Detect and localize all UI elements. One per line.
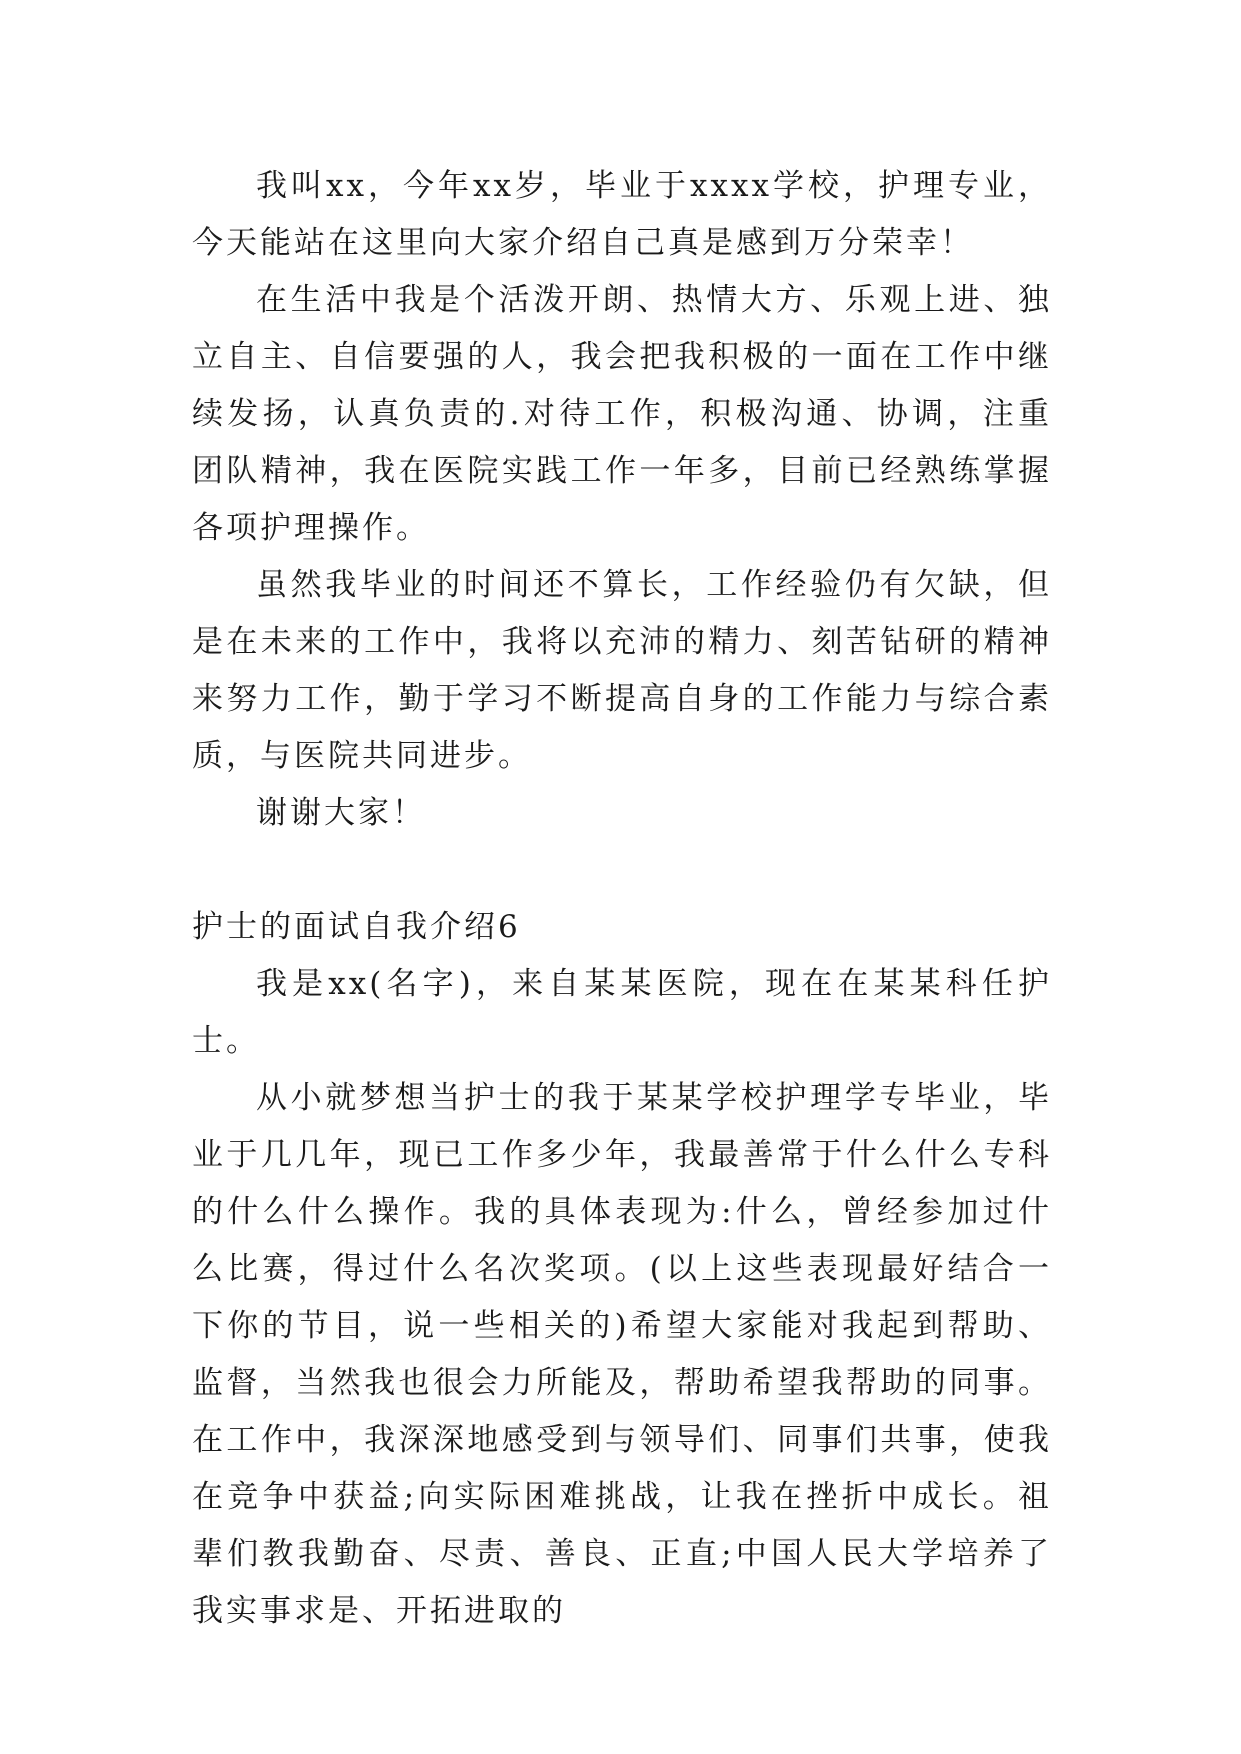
future-paragraph: 虽然我毕业的时间还不算长，工作经验仍有欠缺，但是在未来的工作中，我将以充沛的精力、刻苦钻研的精神来努力工作，勤于学习不断提高自身的工作能力与综合素质，与医院共同进步。 <box>192 567 1052 774</box>
self-intro-paragraph: 我是xx(名字)，来自某某医院，现在在某某科任护士。 <box>192 966 1052 1059</box>
thanks-paragraph: 谢谢大家！ <box>256 795 426 831</box>
career-paragraph: 从小就梦想当护士的我于某某学校护理学专毕业，毕业于几几年，现已工作多少年，我最善常于什么什么专科的什么什么操作。我的具体表现为:什么，曾经参加过什么比赛，得过什么名次奖项。(以上这些表现最好结合一下你的节目，说一些相关的)希望大家能对我起到帮助、监督，当然我也很会力所能及，帮助希望我帮助的同事。在工作中，我深深地感受到与领导们、同事们共事，使我在竞争中获益;向实际困难挑战，让我在挫折中成长。祖辈们教我勤奋、尽责、善良、正直;中国人民大学培养了我实事求是、开拓进取的 <box>192 1080 1052 1629</box>
intro-paragraph: 我叫xx，今年xx岁，毕业于xxxx学校，护理专业，今天能站在这里向大家介绍自己真是感到万分荣幸！ <box>192 168 1052 261</box>
section-heading: 护士的面试自我介绍6 <box>192 909 521 945</box>
document-body <box>192 158 1052 1640</box>
personality-paragraph: 在生活中我是个活泼开朗、热情大方、乐观上进、独立自主、自信要强的人，我会把我积极的一面在工作中继续发扬，认真负责的.对待工作，积极沟通、协调，注重团队精神，我在医院实践工作一年多，目前已经熟练掌握各项护理操作。 <box>192 282 1052 546</box>
